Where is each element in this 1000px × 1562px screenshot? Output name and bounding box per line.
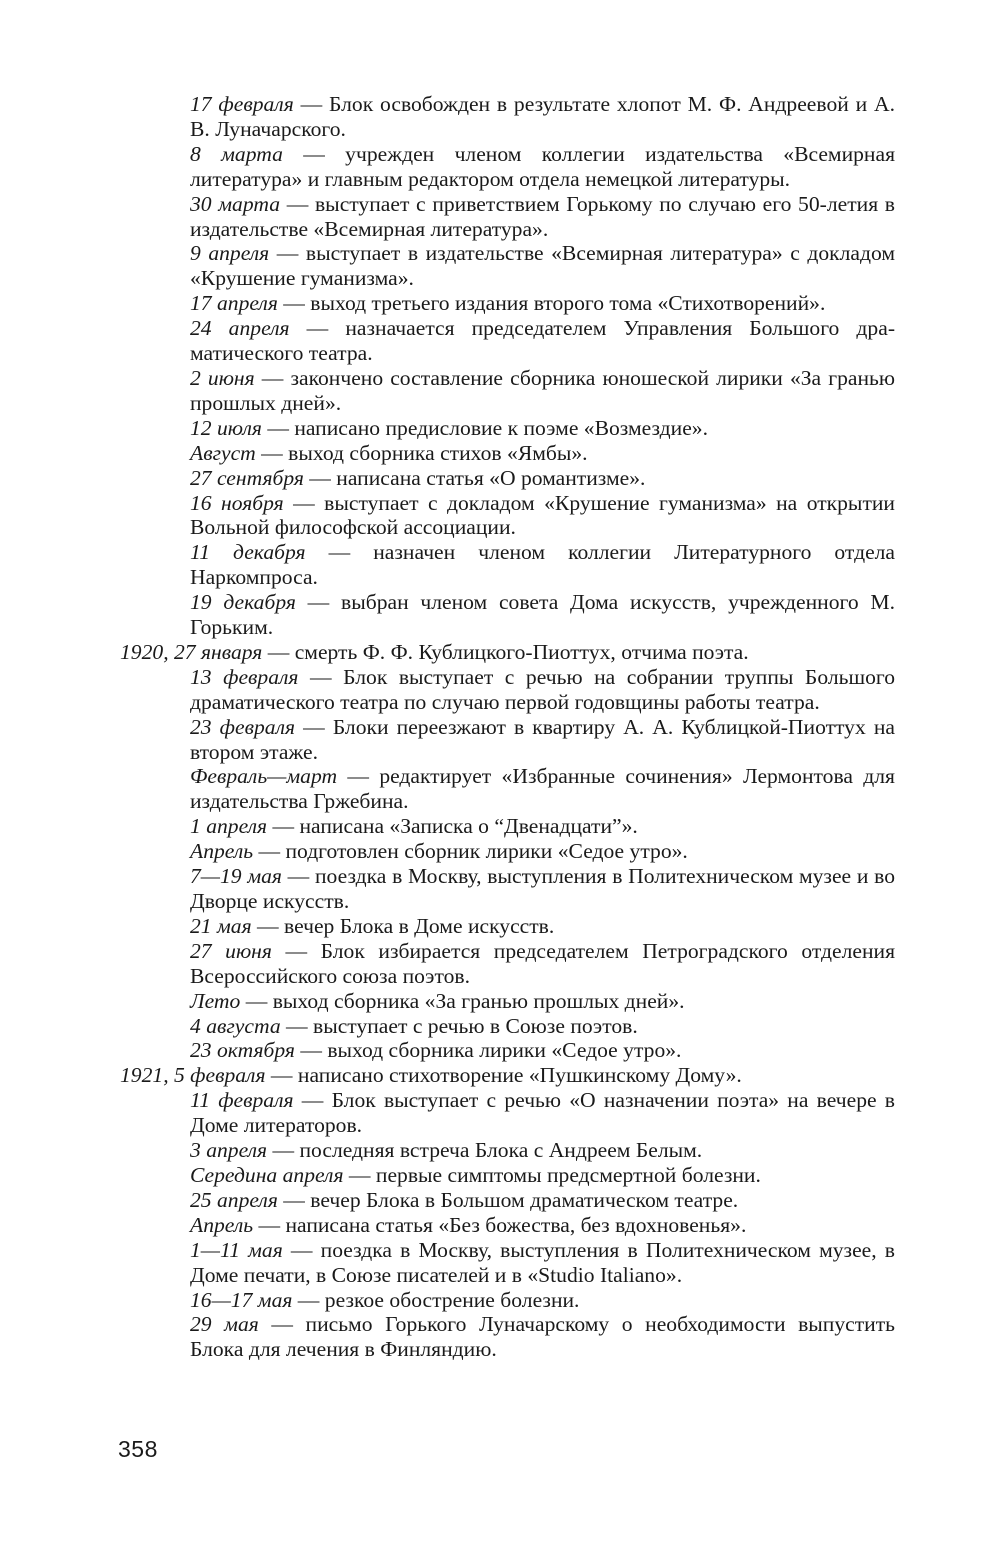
entry-dash: — <box>337 764 380 789</box>
chronology-entry <box>120 914 895 939</box>
chronology-entry <box>120 416 895 441</box>
entry-date: 30 марта <box>190 191 281 216</box>
entry-dash: — <box>289 316 346 341</box>
entry-date: 16 ноября <box>190 490 284 515</box>
entry-text: вечер Блока в Большом драматическом театре. <box>310 1187 739 1212</box>
chronology-text <box>120 92 895 1362</box>
entry-date: 1 апреля <box>190 814 268 839</box>
chronology-entry <box>120 1038 895 1063</box>
entry-text: Блок выступает с речью на собрании труппы Большого драматического театра по случаю первой годовщины работы театра. <box>190 664 896 714</box>
chronology-entry <box>120 814 895 839</box>
page-number: 358 <box>118 1436 158 1462</box>
chronology-entry <box>120 1238 895 1288</box>
entry-text: выход третьего издания второго тома «Стихотворений». <box>310 291 826 316</box>
entry-text: смерть Ф. Ф. Кублицкого-Пиоттух, отчима поэта. <box>294 639 749 664</box>
chronology-entry <box>120 1163 895 1188</box>
entry-text: последняя встреча Блока с Андреем Белым. <box>299 1138 703 1163</box>
entry-text: первые симптомы предсмертной болезни. <box>375 1162 761 1187</box>
entry-dash: — <box>277 291 311 316</box>
entry-text: вечер Блока в Доме искусств. <box>284 913 555 938</box>
entry-dash: — <box>282 141 346 166</box>
entry-dash: — <box>305 540 374 565</box>
entry-date: Август <box>190 440 256 465</box>
chronology-entry <box>120 192 895 242</box>
entry-date: 29 мая <box>190 1312 259 1337</box>
entry-text: написано предисловие к поэме «Возмездие». <box>294 415 708 440</box>
entry-text: назначается председателем Управления Большого драматического театра. <box>190 316 896 366</box>
entry-date: Апрель <box>190 1212 254 1237</box>
entry-text: закончено составление сборника юношеской лирики «За гранью прошлых дней». <box>190 365 896 415</box>
entry-dash: — <box>269 241 306 266</box>
entry-dash: — <box>277 1187 311 1212</box>
entry-date: 27 июня <box>190 938 272 963</box>
entry-date: 8 марта <box>190 141 283 166</box>
entry-dash: — <box>258 1312 306 1337</box>
entry-dash: — <box>261 415 295 440</box>
entry-text: выход сборника стихов «Ямбы». <box>288 440 588 465</box>
entry-dash: — <box>253 1212 286 1237</box>
entry-text: редактирует «Избранные сочинения» Лермонтова для издательства Гржебина. <box>190 764 895 814</box>
chronology-entry <box>120 466 895 491</box>
chronology-entry <box>120 839 895 864</box>
chronology-entry <box>120 1312 895 1362</box>
entry-dash: — <box>254 365 291 390</box>
entry-date: Лето <box>190 988 241 1013</box>
chronology-entry <box>120 1088 895 1138</box>
entry-dash: — <box>293 1088 332 1113</box>
entry-text: написано стихотворение «Пушкинскому Дому». <box>297 1063 742 1088</box>
entry-date: 1—11 мая <box>190 1237 283 1262</box>
entry-text: поездка в Москву, выступления в Политехническом музее и во Дворце искусств. <box>190 864 895 913</box>
chronology-entry <box>120 665 895 715</box>
entry-date: 11 декабря <box>190 540 306 565</box>
entry-dash: — <box>271 938 321 963</box>
entry-date: 24 апреля <box>190 316 290 341</box>
chronology-entry <box>120 142 895 192</box>
chronology-entry <box>120 316 895 366</box>
entry-date: 23 февраля <box>190 714 296 739</box>
entry-text: Блок избирается председателем Петроградского отделения Всероссийского союза поэтов. <box>190 938 895 988</box>
entry-date: 17 февраля <box>190 92 294 116</box>
entry-text: письмо Горького Луначарскому о необходимости выпустить Блока для лечения в Финляндию. <box>190 1312 896 1362</box>
chronology-entry <box>120 864 895 914</box>
entry-text: написана статья «Без божества, без вдохновенья». <box>285 1212 747 1237</box>
entry-text: Блоки переезжают в квартиру А. А. Кублицкой-Пиоттух на втором этаже. <box>190 714 896 764</box>
chronology-entry <box>120 939 895 989</box>
entry-date: 13 февраля <box>190 664 299 689</box>
entry-dash: — <box>293 92 330 116</box>
entry-text: учрежден членом коллегии издательства «Всемирная литература» и главным редактором отдела немецкой литературы. <box>190 141 896 191</box>
entry-dash: — <box>295 714 333 739</box>
entry-dash: — <box>281 864 315 889</box>
entry-dash: — <box>267 1138 300 1163</box>
year-entry-1921 <box>120 1063 895 1088</box>
entry-dash: — <box>295 590 341 615</box>
chronology-entry <box>120 764 895 814</box>
entry-date: 19 декабря <box>190 590 296 615</box>
entry-date: Февраль—март <box>190 764 338 789</box>
chronology-entry <box>120 441 895 466</box>
entry-text: Блок выступает с речью «О назначении поэта» на вечере в Доме литераторов. <box>190 1088 895 1138</box>
chronology-entry <box>120 1138 895 1163</box>
entry-dash: — <box>267 814 300 839</box>
chronology-entry <box>120 540 895 590</box>
chronology-entry <box>120 1188 895 1213</box>
entry-dash: — <box>292 1287 325 1312</box>
entry-dash: — <box>280 191 315 216</box>
year-entry-1920 <box>120 640 895 665</box>
chronology-entry <box>120 590 895 640</box>
entry-dash: — <box>343 1162 376 1187</box>
chronology-entry <box>120 491 895 541</box>
entry-dash: — <box>262 639 295 664</box>
entry-dash: — <box>253 839 286 864</box>
entry-date: 11 февраля <box>190 1088 294 1113</box>
entry-dash: — <box>265 1063 298 1088</box>
entry-dash: — <box>240 988 273 1013</box>
chronology-entry <box>120 1014 895 1039</box>
entry-date: 17 апреля <box>190 291 278 316</box>
entry-dash: — <box>280 1013 314 1038</box>
chronology-entry <box>120 92 895 142</box>
entry-date: 4 августа <box>190 1013 281 1038</box>
entry-text: выбран членом совета Дома искусств, учрежденного М. Горьким. <box>190 590 895 640</box>
chronology-entry <box>120 1288 895 1313</box>
chronology-entry <box>120 989 895 1014</box>
entry-text: выступает в издательстве «Всемирная литература» с докладом «Крушение гуманизма». <box>190 241 896 291</box>
chronology-entry <box>120 241 895 291</box>
entry-date: 7—19 мая <box>190 864 282 889</box>
entry-text: Блок освобожден в результате хлопот М. Ф. Андреевой и А. В. Луначарского. <box>190 92 896 141</box>
entry-dash: — <box>298 664 344 689</box>
entry-text: выход сборника лирики «Седое утро». <box>327 1038 682 1063</box>
entry-text: выступает с докладом «Крушение гуманизма» на открытии Вольной философской ассоциации. <box>190 490 895 540</box>
chronology-entry <box>120 366 895 416</box>
entry-date: Середина апреля <box>190 1162 344 1187</box>
entry-date: Апрель <box>190 839 254 864</box>
entry-date: 2 июня <box>190 365 255 390</box>
entry-dash: — <box>294 1038 328 1063</box>
chronology-entry <box>120 715 895 765</box>
entry-text: написана «Записка о “Двенадцати”». <box>299 814 638 839</box>
entry-text: выход сборника «За гранью прошлых дней». <box>272 988 685 1013</box>
entry-date: 16—17 мая <box>190 1287 293 1312</box>
entry-text: поездка в Москву, выступления в Политехническом музее, в Доме печати, в Союзе писателей и в «Studio Italiano». <box>190 1237 895 1287</box>
entry-text: резкое обострение болезни. <box>324 1287 580 1312</box>
entry-dash: — <box>255 440 289 465</box>
year-date: 1920, 27 января <box>120 639 263 664</box>
chronology-entry <box>120 291 895 316</box>
entry-dash: — <box>282 1237 321 1262</box>
entry-date: 12 июля <box>190 415 262 440</box>
entry-text: выступает с приветствием Горькому по случаю его 50-летия в издательстве «Всемирная литература». <box>190 191 895 241</box>
year-date: 1921, 5 февраля <box>120 1063 266 1088</box>
entry-date: 25 апреля <box>190 1187 278 1212</box>
entry-date: 23 октября <box>190 1038 295 1063</box>
entry-date: 21 мая <box>190 913 252 938</box>
entry-date: 9 апреля <box>190 241 270 266</box>
entry-date: 27 сентября <box>190 465 304 490</box>
entry-dash: — <box>251 913 284 938</box>
entry-text: выступает с речью в Союзе поэтов. <box>313 1013 638 1038</box>
entry-dash: — <box>283 490 325 515</box>
chronology-entry <box>120 1213 895 1238</box>
entry-text: назначен членом коллегии Литературного отдела Наркомпроса. <box>190 540 896 590</box>
entry-text: написана статья «О романтизме». <box>336 465 646 490</box>
entry-date: 3 апреля <box>190 1138 268 1163</box>
entry-text: подготовлен сборник лирики «Седое утро». <box>285 839 688 864</box>
entry-dash: — <box>303 465 337 490</box>
